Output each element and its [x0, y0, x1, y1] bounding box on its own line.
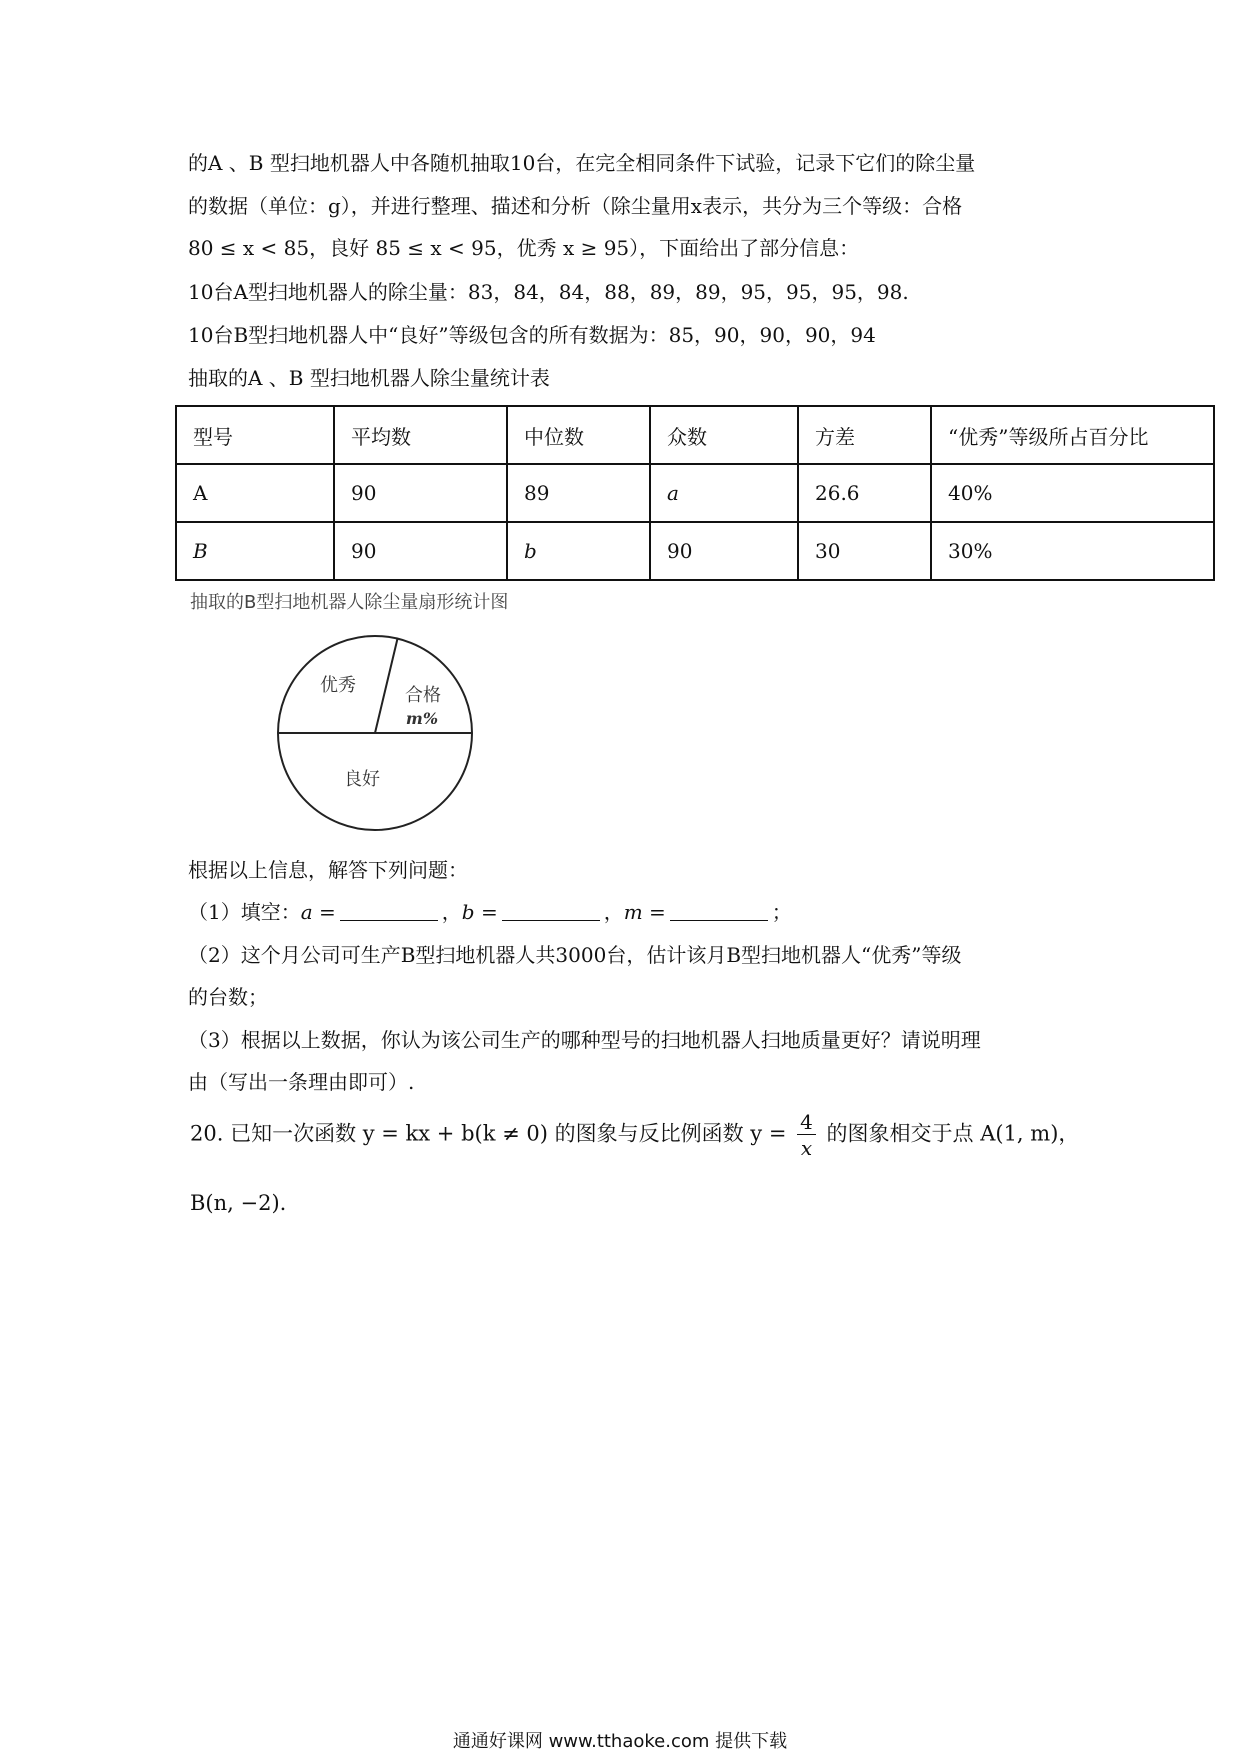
pie-label-pass-percent: m% [405, 709, 439, 728]
q1-end: ； [771, 900, 792, 924]
footer-text: 通通好课网 www.tthaoke.com 提供下载 [452, 1731, 788, 1752]
intro-line-4: 10台A型扫地机器人的除尘量：83，84，84，88，89，89，95，95，95，98. [188, 280, 909, 304]
table-row [176, 522, 1214, 580]
intro-line-3: 80 ≤ x < 85，良好 85 ≤ x < 95，优秀 x ≥ 95），下面给出了部分信息： [188, 236, 860, 260]
question-2-line-1: （2）这个月公司可生产B型扫地机器人共3000台，估计该月B型扫地机器人“优秀”等级 [188, 943, 962, 967]
table-cell: 30% [931, 522, 1214, 580]
questions-lead: 根据以上信息，解答下列问题： [188, 858, 468, 882]
fraction-numerator: 4 [797, 1112, 816, 1135]
pie-label-pass: 合格 [405, 685, 441, 706]
table-cell: a [650, 464, 798, 522]
intro-line-5: 10台B型扫地机器人中“良好”等级包含的所有数据为：85，90，90，90，94 [188, 323, 876, 347]
header-cell: 平均数 [334, 406, 507, 464]
q1-a-blank[interactable] [340, 900, 438, 921]
q1-m-label: m = [623, 900, 666, 924]
table-cell: 40% [931, 464, 1214, 522]
stats-table [175, 405, 1215, 581]
problem-20-part-2: 的图象相交于点 A(1, m)， [826, 1121, 1080, 1146]
table-cell: A [176, 464, 334, 522]
problem-20-line-2: B(n, −2). [190, 1191, 287, 1215]
q1-b-label: b = [461, 900, 498, 924]
table-title: 抽取的A 、B 型扫地机器人除尘量统计表 [188, 366, 550, 390]
table-cell: 30 [798, 522, 931, 580]
question-3-line-2: 由（写出一条理由即可）. [188, 1070, 415, 1094]
table-cell: 90 [334, 464, 507, 522]
q1-sep: ， [603, 900, 624, 924]
pie-label-good: 良好 [344, 769, 380, 790]
problem-20-line-1 [190, 1112, 1079, 1158]
q1-prefix: （1）填空： [188, 900, 301, 924]
problem-20-part-1: 20. 已知一次函数 y = kx + b(k ≠ 0) 的图象与反比例函数 y = [190, 1121, 787, 1146]
pie-divider-slant [375, 639, 398, 733]
table-cell: 90 [334, 522, 507, 580]
fraction [797, 1112, 816, 1158]
table-cell: 90 [650, 522, 798, 580]
table-header-row [176, 406, 1214, 464]
table-cell: 26.6 [798, 464, 931, 522]
q1-a-label: a = [300, 900, 336, 924]
table-cell: 89 [507, 464, 650, 522]
question-1 [188, 897, 792, 927]
pie-label-excellent: 优秀 [320, 675, 356, 696]
header-cell: “优秀”等级所占百分比 [931, 406, 1214, 464]
q1-m-blank[interactable] [670, 900, 768, 921]
question-3-line-1: （3）根据以上数据，你认为该公司生产的哪种型号的扫地机器人扫地质量更好？请说明理 [188, 1028, 981, 1052]
header-cell: 方差 [798, 406, 931, 464]
table-cell: B [176, 522, 334, 580]
q1-sep: ， [441, 900, 462, 924]
table-row [176, 464, 1214, 522]
header-cell: 型号 [176, 406, 334, 464]
table-cell: b [507, 522, 650, 580]
fraction-denominator: x [800, 1136, 813, 1160]
pie-chart [270, 628, 480, 838]
question-2-line-2: 的台数； [188, 985, 268, 1009]
intro-line-1: 的A 、B 型扫地机器人中各随机抽取10台，在完全相同条件下试验，记录下它们的除尘量 [188, 151, 976, 175]
q1-b-blank[interactable] [502, 900, 600, 921]
header-cell: 众数 [650, 406, 798, 464]
pie-caption: 抽取的B型扫地机器人除尘量扇形统计图 [190, 592, 509, 613]
header-cell: 中位数 [507, 406, 650, 464]
intro-line-2: 的数据（单位：g），并进行整理、描述和分析（除尘量用x表示，共分为三个等级：合格 [188, 194, 963, 218]
